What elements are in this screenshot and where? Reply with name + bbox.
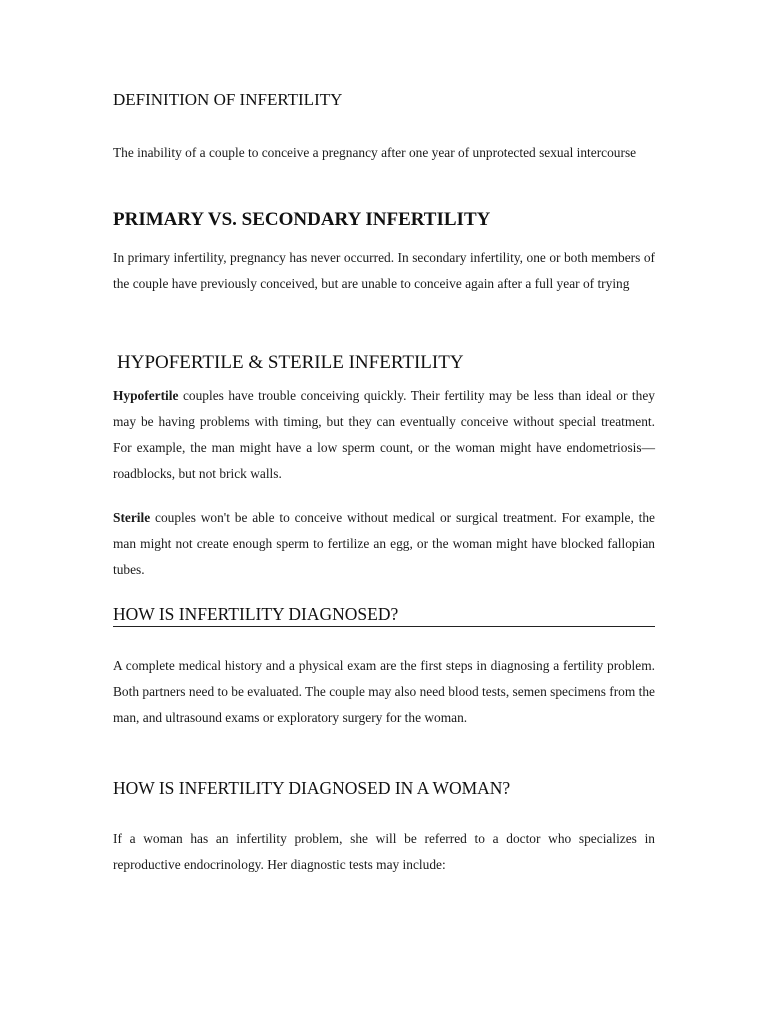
sterile-description: couples won't be able to conceive without medical or surgical treatment. For example, the man might not create enough sperm to fertilize an egg, or the woman might have blocked fallopian tubes. <box>113 510 655 577</box>
term-hypofertile: Hypofertile <box>113 388 179 403</box>
heading-primary-vs-secondary: PRIMARY VS. SECONDARY INFERTILITY <box>113 209 491 230</box>
paragraph-definition: The inability of a couple to conceive a pregnancy after one year of unprotected sexual intercourse <box>113 145 637 160</box>
paragraph-hypofertile <box>113 383 655 487</box>
hypofertile-description: couples have trouble conceiving quickly. Their fertility may be less than ideal or they may be having problems with timing, but they can eventually conceive without special treatment. For example, the man might have a low sperm count, or the woman might have endometriosis—roadblocks, but not brick walls. <box>113 388 655 481</box>
paragraph-diagnosed-in-woman: If a woman has an infertility problem, she will be referred to a doctor who specializes in reproductive endocrinology. Her diagnostic tests may include: <box>113 831 655 872</box>
term-sterile: Sterile <box>113 510 151 525</box>
paragraph-how-diagnosed: A complete medical history and a physical exam are the first steps in diagnosing a fertility problem. Both partners need to be evaluated. The couple may also need blood tests, semen specimens from the man, and ultrasound exams or exploratory surgery for the woman. <box>113 658 655 725</box>
heading-how-diagnosed: HOW IS INFERTILITY DIAGNOSED? <box>113 604 655 627</box>
paragraph-sterile <box>113 505 655 583</box>
paragraph-primary-vs-secondary: In primary infertility, pregnancy has never occurred. In secondary infertility, one or both members of the couple have previously conceived, but are unable to conceive again after a full year of trying <box>113 250 655 291</box>
heading-diagnosed-in-woman: HOW IS INFERTILITY DIAGNOSED IN A WOMAN? <box>113 778 511 798</box>
heading-definition-of-infertility: DEFINITION OF INFERTILITY <box>113 90 343 109</box>
heading-hypofertile-sterile: HYPOFERTILE & STERILE INFERTILITY <box>117 352 464 373</box>
